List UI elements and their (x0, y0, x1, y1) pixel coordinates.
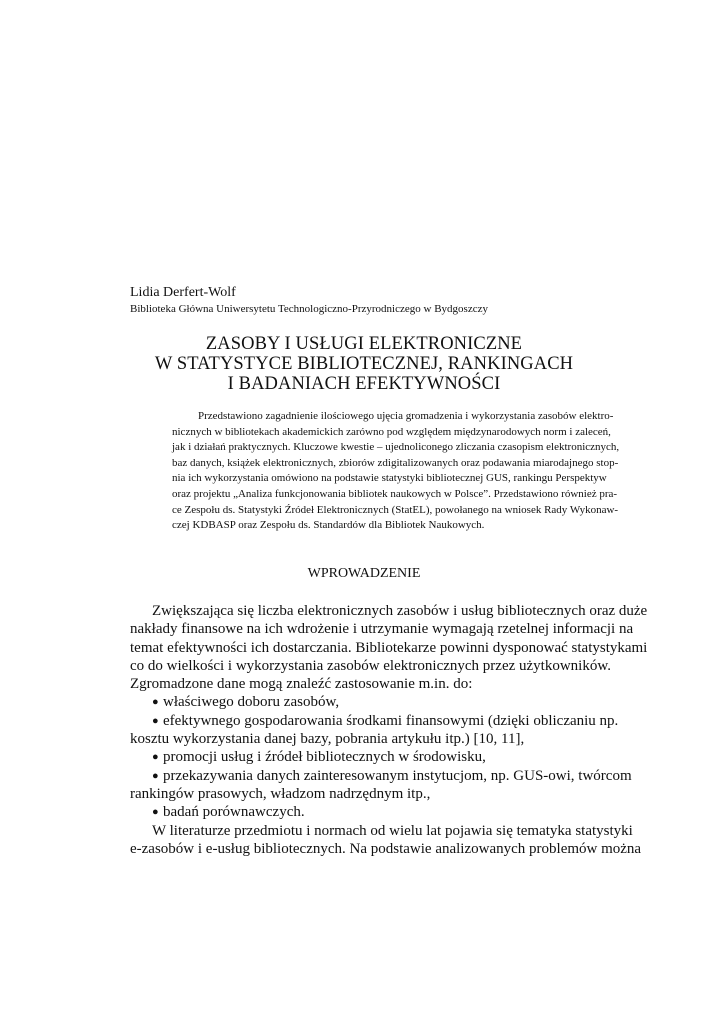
bullet-continuation: rankingów prasowych, władzom nadrzędnym itp., (130, 785, 431, 802)
body-line: W literaturze przedmiotu i normach od wielu lat pojawia się tematyka statystyki (152, 822, 633, 839)
title-line: ZASOBY I USŁUGI ELEKTRONICZNE (205, 334, 523, 354)
title-line: W STATYSTYCE BIBLIOTECZNEJ, RANKINGACH (154, 354, 574, 374)
abstract-line: baz danych, książek elektronicznych, zbiorów zdigitalizowanych oraz podawania miarodajnego stop- (172, 456, 619, 469)
bullet-icon: ● (152, 714, 159, 727)
bullet-icon: ● (152, 769, 159, 782)
paper-title (130, 334, 598, 394)
author-name: Lidia Derfert-Wolf (130, 285, 236, 300)
abstract-line: Przedstawiono zagadnienie ilościowego ujęcia gromadzenia i wykorzystania zasobów elektro- (198, 410, 614, 422)
title-line: I BADANIACH EFEKTYWNOŚCI (227, 374, 501, 394)
bullet-item (130, 803, 598, 821)
bullet-item (130, 767, 632, 785)
body-line: Zwiększająca się liczba elektronicznych zasobów i usług bibliotecznych oraz duże (152, 603, 648, 619)
bullet-icon: ● (152, 806, 159, 819)
bullet-icon: ● (152, 696, 159, 709)
bullet-continuation: kosztu wykorzystania danej bazy, pobrania artykułu itp.) [10, 11], (130, 731, 525, 748)
abstract-line: nicznych w bibliotekach akademickich zarówno pod względem międzynarodowych norm i zaleceń, (172, 425, 611, 438)
body-line: nakłady finansowe na ich wdrożenie i utrzymanie wymagają rzetelnej informacji na (130, 621, 634, 638)
body-line: temat efektywności ich dostarczania. Bibliotekarze powinni dysponować statystykami (130, 639, 648, 656)
body-text (130, 602, 648, 858)
abstract-line: czej KDBASP oraz Zespołu ds. Standardów dla Bibliotek Naukowych. (172, 519, 485, 532)
author-affiliation: Biblioteka Główna Uniwersytetu Technologiczno-Przyrodniczego w Bydgoszczy (130, 303, 488, 315)
body-line: Zgromadzone dane mogą znaleźć zastosowanie m.in. do: (130, 676, 473, 693)
bullet-text: efektywnego gospodarowania środkami finansowymi (dzięki obliczaniu np. (163, 712, 619, 729)
abstract-line: nia ich wykorzystania omówiono na podstawie statystyki bibliotecznej GUS, rankingu Perspektyw (172, 472, 607, 485)
bullet-text: badań porównawczych. (163, 804, 305, 821)
bullet-icon: ● (152, 751, 159, 764)
body-line: e-zasobów i e-usług bibliotecznych. Na podstawie analizowanych problemów można (130, 840, 642, 857)
body-line: co do wielkości i wykorzystania zasobów elektronicznych przez użytkowników. (130, 657, 611, 674)
bullet-item (130, 693, 598, 711)
abstract-line: ce Zespołu ds. Statystyki Źródeł Elektronicznych (StatEL), powołanego na wniosek Rady Wykonaw- (172, 503, 619, 516)
bullet-text: promocji usług i źródeł bibliotecznych w środowisku, (163, 749, 486, 766)
bullet-text: przekazywania danych zainteresowanym instytucjom, np. GUS-owi, twórcom (163, 767, 632, 784)
section-heading: WPROWADZENIE (307, 566, 421, 581)
bullet-text: właściwego doboru zasobów, (163, 694, 340, 711)
bullet-item (130, 748, 598, 766)
bullet-item (130, 712, 619, 730)
abstract (172, 409, 620, 534)
abstract-line: oraz projektu „Analiza funkcjonowania bibliotek naukowych w Polsce”. Przedstawiono również pra- (172, 487, 618, 500)
abstract-line: jak i działań praktycznych. Kluczowe kwestie – ujednoliconego zliczania czasopism elektronicznych, (172, 441, 620, 454)
